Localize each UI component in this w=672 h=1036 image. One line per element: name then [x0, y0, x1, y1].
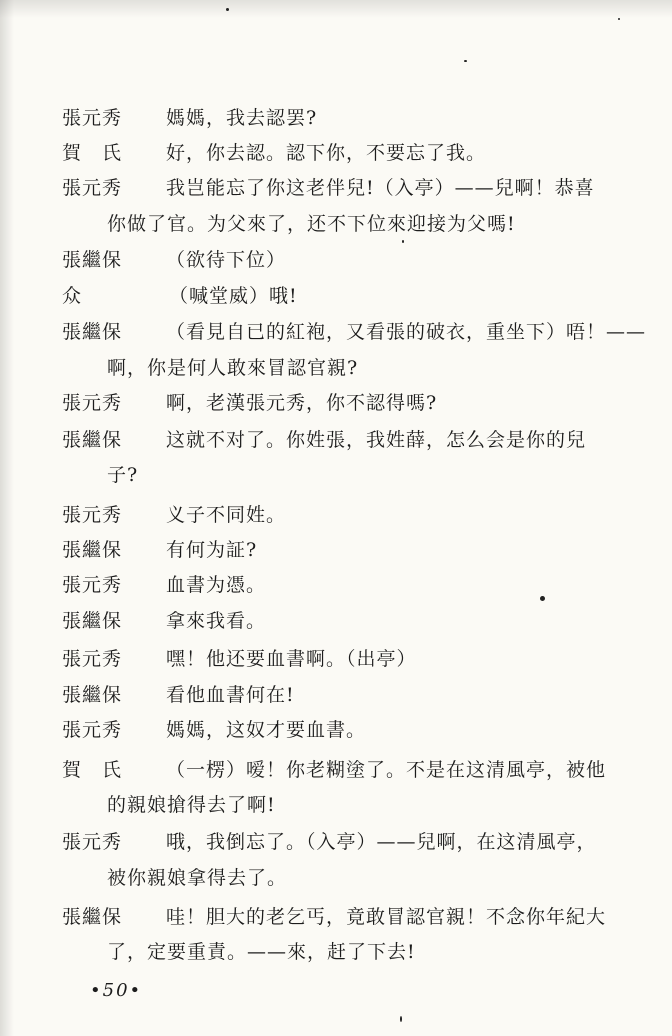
dialogue-text: 子?	[107, 464, 139, 486]
dialogue-line	[62, 609, 266, 633]
dialogue-text: 媽媽，我去認罢?	[166, 107, 318, 129]
speaker-name: 賀 氏	[62, 759, 123, 781]
dialogue-line	[62, 538, 257, 562]
speaker-name: 張繼保	[62, 610, 123, 632]
dialogue-text: （看見自已的紅袍，又看張的破衣，重坐下）唔！——	[166, 321, 647, 343]
scan-speck	[400, 1016, 402, 1022]
dialogue-line	[62, 106, 317, 130]
dialogue-text: 啊，你是何人敢來冒認官親?	[107, 357, 359, 379]
dialogue-text: 有何为証?	[166, 539, 258, 561]
dialogue-text: 媽媽，这奴才要血書。	[166, 719, 367, 741]
speaker-name: 賀 氏	[62, 142, 123, 164]
dialogue-line	[62, 905, 606, 929]
dialogue-continuation	[107, 866, 287, 890]
dialogue-text: 了，定要重責。——來，赶了下去!	[107, 941, 416, 963]
dialogue-continuation	[107, 212, 516, 236]
dialogue-line	[62, 391, 437, 415]
dialogue-text: 的親娘搶得去了啊!	[107, 794, 276, 816]
dialogue-line	[62, 573, 266, 597]
dialogue-continuation	[107, 793, 276, 817]
dialogue-line	[62, 683, 295, 707]
speaker-name: 張繼保	[62, 249, 123, 271]
speaker-name: 張繼保	[62, 539, 123, 561]
speaker-name: 張繼保	[62, 684, 123, 706]
dialogue-line	[62, 248, 286, 272]
scan-speck	[618, 18, 620, 20]
speaker-name: 張元秀	[62, 177, 123, 199]
speaker-name: 張繼保	[62, 906, 123, 928]
dialogue-continuation	[107, 463, 138, 487]
scan-speck	[540, 596, 545, 601]
dialogue-text: 义子不同姓。	[166, 504, 287, 526]
dialogue-line	[62, 503, 286, 527]
dialogue-line	[62, 718, 366, 742]
dialogue-line	[62, 284, 298, 308]
speaker-name: 張元秀	[62, 504, 123, 526]
scan-speck	[226, 8, 229, 11]
speaker-name: 張元秀	[62, 831, 123, 853]
speaker-name: 張元秀	[62, 107, 123, 129]
dialogue-text: 好，你去認。認下你，不要忘了我。	[166, 142, 487, 164]
dialogue-line	[62, 647, 417, 671]
dialogue-text: 哇！胆大的老乞丐，竟敢冒認官親！不念你年紀大	[166, 906, 607, 928]
speaker-name: 众	[62, 285, 83, 307]
speaker-name: 張繼保	[62, 429, 123, 451]
dialogue-line	[62, 428, 586, 452]
dialogue-line	[62, 830, 597, 854]
dialogue-text: 血書为憑。	[166, 574, 267, 596]
page-edge-shadow-top	[0, 0, 672, 18]
speaker-name: 張元秀	[62, 392, 123, 414]
stage-direction: （欲待下位）	[166, 249, 287, 271]
dialogue-text: 哦，我倒忘了。（入亭）——兒啊，在这清風亭，	[166, 831, 597, 853]
speaker-name: 張元秀	[62, 648, 123, 670]
dialogue-text: 你做了官。为父來了，还不下位來迎接为父嗎!	[107, 213, 516, 235]
scan-speck	[402, 240, 404, 243]
dialogue-text: 啊，老漢張元秀，你不認得嗎?	[166, 392, 438, 414]
speaker-name: 張繼保	[62, 321, 123, 343]
page-edge-shadow-left	[0, 0, 14, 1036]
speaker-name: 張元秀	[62, 719, 123, 741]
dialogue-continuation	[107, 356, 358, 380]
dialogue-text: 拿來我看。	[166, 610, 267, 632]
dialogue-continuation	[107, 940, 416, 964]
dialogue-text: （一楞）嗳！你老糊塗了。不是在这清風亭，被他	[166, 759, 607, 781]
speaker-name: 張元秀	[62, 574, 123, 596]
dialogue-text: 嘿！他还要血書啊。（出亭）	[166, 648, 417, 670]
dialogue-text: 我岂能忘了你这老伴兒!（入亭）——兒啊！恭喜	[166, 177, 595, 199]
dialogue-text: 被你親娘拿得去了。	[107, 867, 288, 889]
dialogue-line	[62, 758, 606, 782]
scan-speck	[464, 60, 467, 62]
dialogue-text: （喊堂威）哦!	[169, 285, 298, 307]
dialogue-text: 这就不对了。你姓張，我姓薛，怎么会是你的兒	[166, 429, 587, 451]
dialogue-line	[62, 141, 486, 165]
dialogue-line	[62, 176, 595, 200]
page-number: •50•	[90, 980, 143, 1001]
dialogue-line	[62, 320, 646, 344]
dialogue-text: 看他血書何在!	[166, 684, 295, 706]
